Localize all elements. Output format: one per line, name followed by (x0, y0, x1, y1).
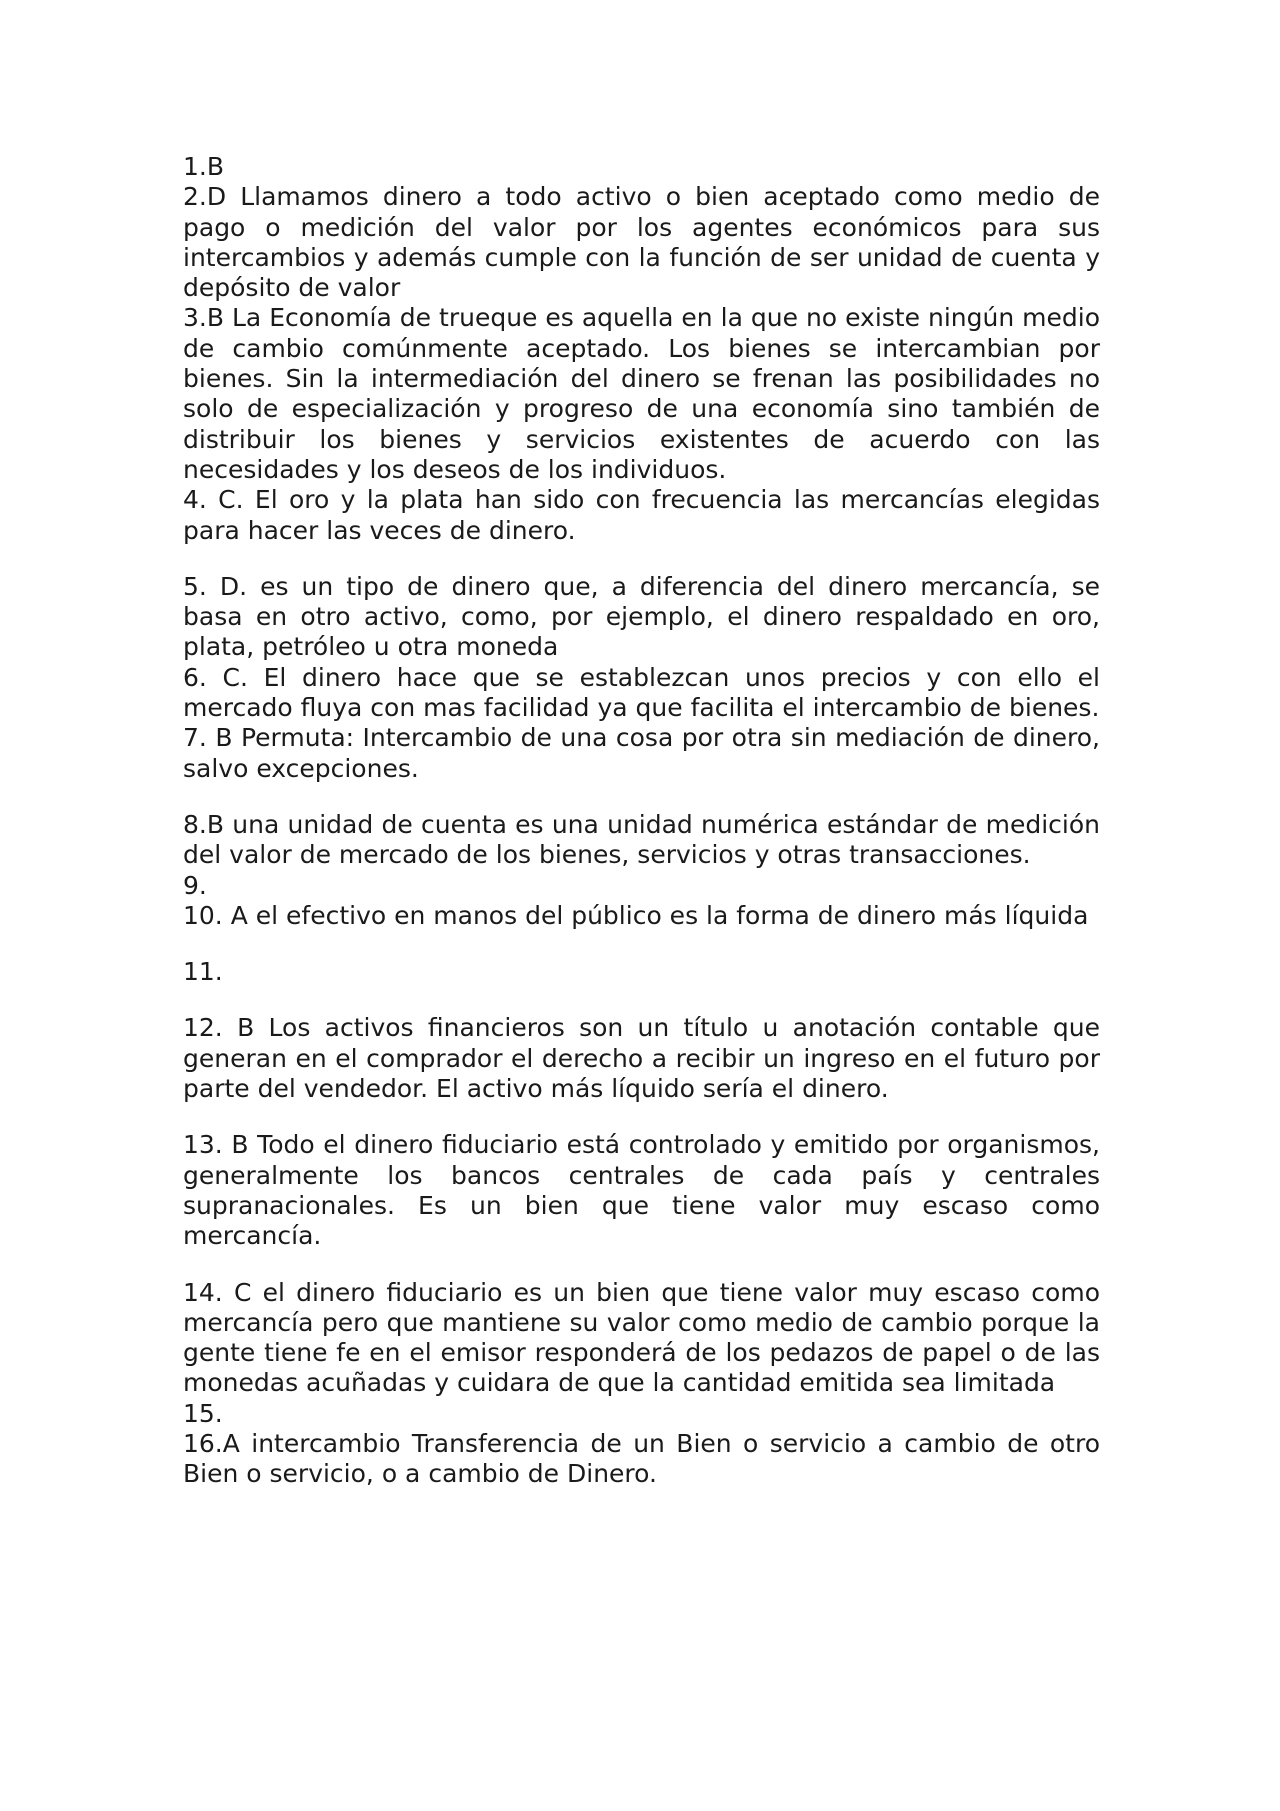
answer-8: 8.B una unidad de cuenta es una unidad numérica estándar de medición del valor de mercado de los bienes, servicios y otras transacciones. (183, 809, 1100, 870)
answer-3: 3.B La Economía de trueque es aquella en la que no existe ningún medio de cambio comúnmente aceptado. Los bienes se intercambian por bienes. Sin la intermediación del dinero se frenan las posibilidades no solo de especialización y progreso de una economía sino también de distribuir los bienes y servicios existentes de acuerdo con las necesidades y los deseos de los individuos. (183, 303, 1100, 484)
answer-1: 1.B (183, 152, 225, 181)
answer-10: 10. A el efectivo en manos del público es la forma de dinero más líquida (183, 900, 1089, 930)
answer-14: 14. C el dinero fiduciario es un bien que tiene valor muy escaso como mercancía pero que mantiene su valor como medio de cambio porque la gente tiene fe en el emisor responderá de los pedazos de papel o de las monedas acuñadas y cuidara de que la cantidad emitida sea limitada (183, 1277, 1100, 1398)
answer-6: 6. C. El dinero hace que se establezcan unos precios y con ello el mercado fluya con mas facilidad ya que facilita el intercambio de bienes. (183, 662, 1100, 723)
answer-12: 12. B Los activos financieros son un título u anotación contable que generan en el comprador el derecho a recibir un ingreso en el futuro por parte del vendedor. El activo más líquido sería el dinero. (183, 1013, 1100, 1104)
document-page (183, 152, 1100, 1490)
answer-16: 16.A intercambio Transferencia de un Bien o servicio a cambio de otro Bien o servicio, o a cambio de Dinero. (183, 1428, 1100, 1489)
answer-4: 4. C. El oro y la plata han sido con frecuencia las mercancías elegidas para hacer las veces de dinero. (183, 485, 1100, 545)
answer-2: 2.D Llamamos dinero a todo activo o bien aceptado como medio de pago o medición del valor por los agentes económicos para sus intercambios y además cumple con la función de ser unidad de cuenta y depósito de valor (183, 182, 1100, 303)
answer-5: 5. D. es un tipo de dinero que, a diferencia del dinero mercancía, se basa en otro activo, como, por ejemplo, el dinero respaldado en oro, plata, petróleo u otra moneda (183, 571, 1100, 662)
answer-13: 13. B Todo el dinero fiduciario está controlado y emitido por organismos, generalmente los bancos centrales de cada país y centrales supranacionales. Es un bien que tiene valor muy escaso como mercancía. (183, 1130, 1100, 1251)
answer-7: 7. B Permuta: Intercambio de una cosa por otra sin mediación de dinero, salvo excepciones. (183, 723, 1100, 783)
answer-15: 15. (183, 1398, 223, 1428)
answer-11: 11. (183, 957, 223, 987)
answer-9: 9. (183, 870, 207, 900)
